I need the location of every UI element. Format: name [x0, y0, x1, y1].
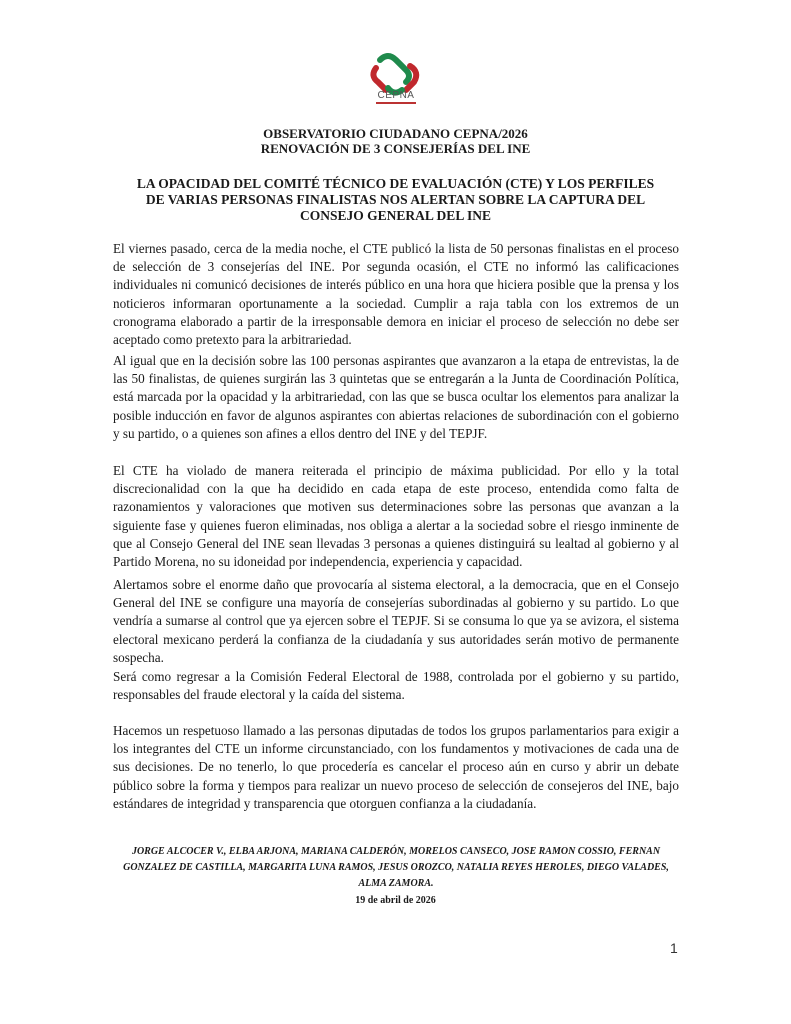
logo-underline — [376, 102, 416, 104]
paragraph-6: Hacemos un respetuoso llamado a las personas diputadas de todos los grupos parlamentarios para exigir a los integrantes del CTE un informe circunstanciado, con los fundamentos y motivaciones de cada una de sus decisiones. De no tenerlo, lo que procedería es cancelar el proceso aún en curso y abrir un debate público sobre la forma y tiempos para realizar un nuevo proceso de selección de consejeros del INE, bajo estándares de integridad y transparencia que otorguen confianza a la ciudadanía. — [113, 723, 679, 811]
paragraph-3: El CTE ha violado de manera reiterada el principio de máxima publicidad. Por ello y la total discrecionalidad con la que ha decidido en cada etapa de este proceso, entendida como falta de razonamientos y valoraciones que motiven sus determinaciones sobre las personas que avanzan a la siguiente fase y quienes fueron eliminadas, nos obliga a alertar a la sociedad sobre el riesgo inminente de que al Consejo General del INE sean llevadas 3 personas a quienes distinguirá su lealtad al gobierno y al Partido Morena, no su idoneidad por independencia, experiencia y capacidad. — [113, 463, 679, 570]
logo-wordmark: CEPNA — [377, 90, 415, 101]
document-date: 19 de abril de 2026 — [355, 895, 436, 906]
logo-green-stroke — [380, 56, 409, 82]
header-line-1: OBSERVATORIO CIUDADANO CEPNA/2026 — [263, 126, 528, 141]
header-line-2: RENOVACIÓN DE 3 CONSEJERÍAS DEL INE — [260, 141, 531, 156]
observatory-header — [0, 126, 791, 156]
headline-line-3: CONSEJO GENERAL DEL INE — [300, 208, 491, 223]
headline-line-2: DE VARIAS PERSONAS FINALISTAS NOS ALERTAN SOBRE LA CAPTURA DEL — [145, 192, 646, 207]
paragraph-5: Será como regresar a la Comisión Federal Electoral de 1988, controlada por el gobierno y su partido, responsables del fraude electoral y la caída del sistema. — [113, 669, 679, 703]
headline — [0, 176, 791, 224]
logo-red-stroke-left — [373, 68, 386, 90]
page-number: 1 — [670, 940, 678, 956]
headline-line-1: LA OPACIDAD DEL COMITÉ TÉCNICO DE EVALUACIÓN (CTE) Y LOS PERFILES — [136, 176, 655, 191]
signers-list: JORGE ALCOCER V., ELBA ARJONA, MARIANA CALDERÓN, MORELOS CANSECO, JOSE RAMON COSSIO, FERNAN GONZALEZ DE CASTILLA, MARGARITA LUNA RAMOS, JESUS OROZCO, NATALIA REYES HEROLES, DIEGO VALADES, ALMA ZAMORA. — [123, 846, 669, 889]
paragraph-1: El viernes pasado, cerca de la media noche, el CTE publicó la lista de 50 personas finalistas en el proceso de selección de 3 consejerías del INE. Por segunda ocasión, el CTE no informó las calificaciones individuales ni comunicó decisiones de interés público en una hora que hiciera posible que la prensa y los noticieros informaran oportunamente a la sociedad. Cumplir a raja tabla con los extremos de un cronograma elaborado a partir de la irresponsable demora en iniciar el proceso de selección no debe ser aceptado como pretexto para la arbitrariedad. — [113, 241, 679, 348]
paragraph-4: Alertamos sobre el enorme daño que provocaría al sistema electoral, a la democracia, que en el Consejo General del INE se configure una mayoría de consejerías subordinadas al gobierno y su partido. Lo que vendría a sumarse al control que ya ejercen sobre el TEPJF. Si se consuma lo que ya se avizora, el sistema electoral mexicano perderá la confianza de la ciudadanía y sus autoridades serán motivo de permanente sospecha. — [113, 577, 679, 665]
paragraph-2: Al igual que en la decisión sobre las 100 personas aspirantes que avanzaron a la etapa de entrevistas, la de las 50 finalistas, de quienes surgirán las 3 quintetas que se entregarán a la Junta de Coordinación Política, está marcada por la opacidad y la arbitrariedad, con las que se busca ocultar los elementos para analizar la posible inducción en favor de algunos aspirantes con abiertas relaciones de subordinación con el gobierno y su partido, o a quienes son afines a ellos dentro del INE y del TEPJF. — [113, 353, 679, 441]
